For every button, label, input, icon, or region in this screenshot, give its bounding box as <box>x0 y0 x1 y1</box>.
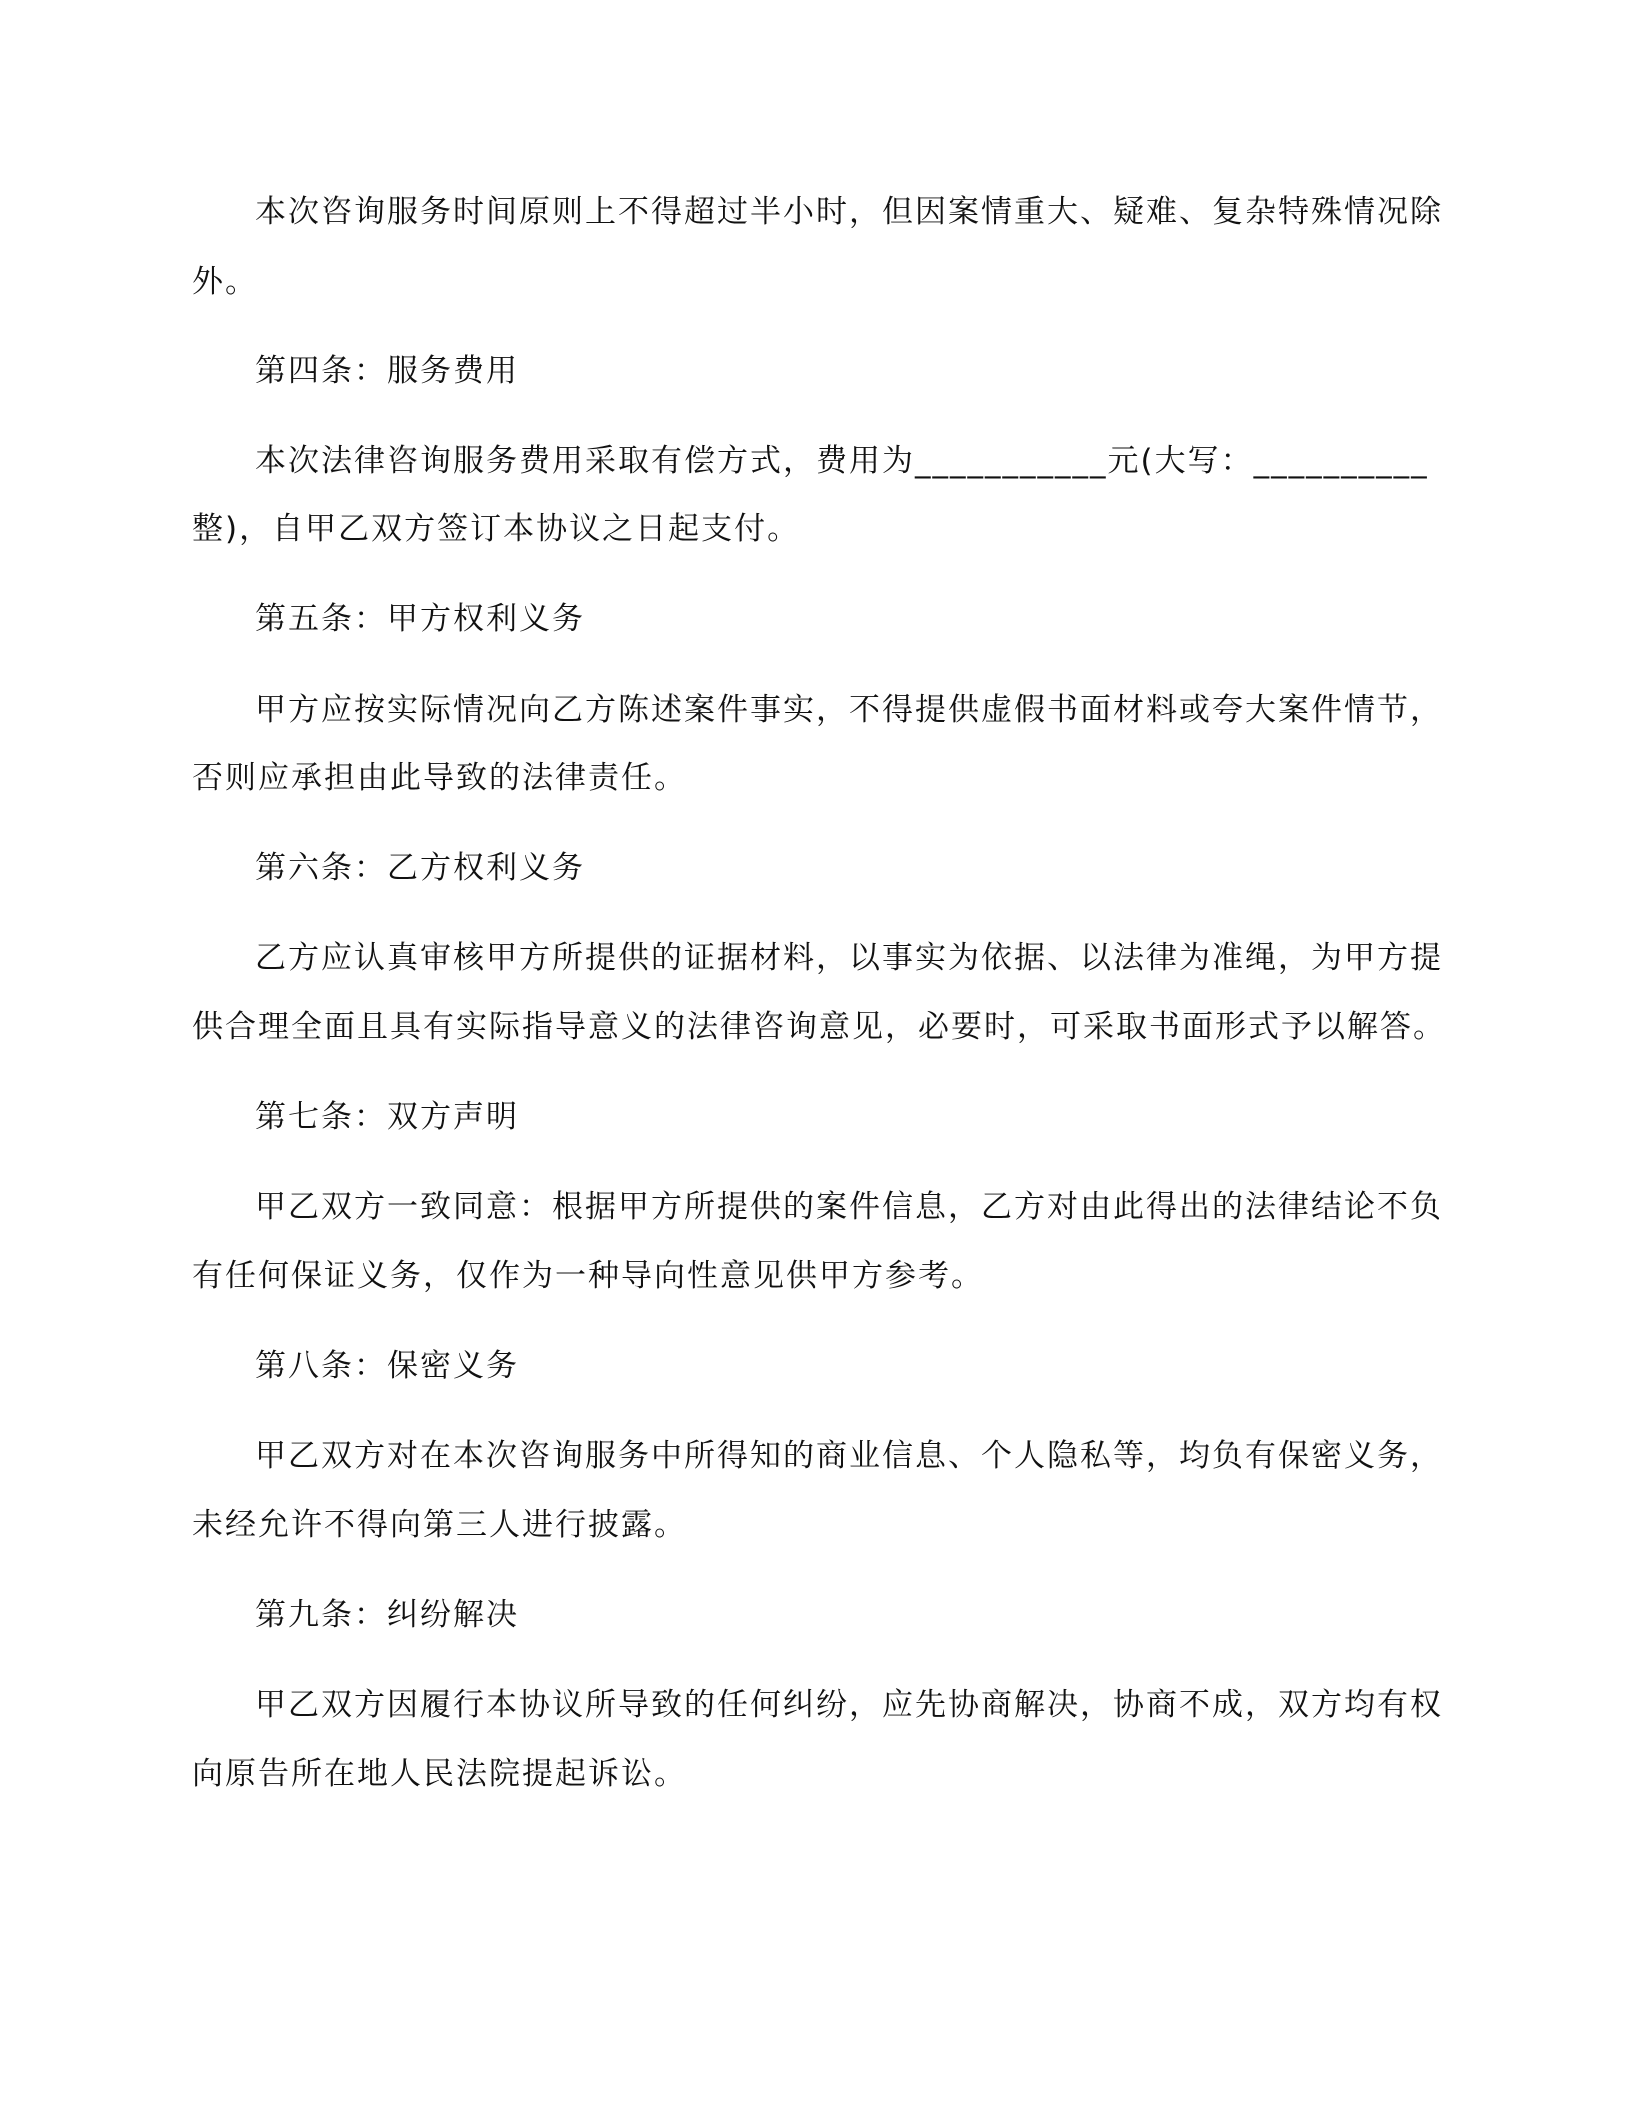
clause6-heading: 第六条：乙方权利义务 <box>255 850 585 886</box>
clause3-body-line2: 外。 <box>192 264 258 300</box>
clause3-body-line1: 本次咨询服务时间原则上不得超过半小时，但因案情重大、疑难、复杂特殊情况除 <box>255 194 1443 230</box>
clause4-heading: 第四条：服务费用 <box>255 353 519 389</box>
clause4-body-line1: 本次法律咨询服务费用采取有偿方式，费用为___________元(大写：__________ <box>255 443 1429 479</box>
clause9-body-line2: 向原告所在地人民法院提起诉讼。 <box>192 1756 687 1792</box>
clause8-body-line1: 甲乙双方对在本次咨询服务中所得知的商业信息、个人隐私等，均负有保密义务， <box>255 1438 1443 1474</box>
clause7-body-line2: 有任何保证义务，仅作为一种导向性意见供甲方参考。 <box>192 1258 984 1294</box>
clause6-body-line2: 供合理全面且具有实际指导意义的法律咨询意见，必要时，可采取书面形式予以解答。 <box>192 1009 1446 1045</box>
clause7-heading: 第七条：双方声明 <box>255 1099 519 1135</box>
clause5-heading: 第五条：甲方权利义务 <box>255 601 585 637</box>
clause5-body-line2: 否则应承担由此导致的法律责任。 <box>192 760 687 796</box>
clause4-body-line2: 整)，自甲乙双方签订本协议之日起支付。 <box>192 511 801 547</box>
clause9-body-line1: 甲乙双方因履行本协议所导致的任何纠纷，应先协商解决，协商不成，双方均有权 <box>255 1687 1443 1723</box>
clause9-heading: 第九条：纠纷解决 <box>255 1597 519 1633</box>
clause8-body-line2: 未经允许不得向第三人进行披露。 <box>192 1507 687 1543</box>
clause7-body-line1: 甲乙双方一致同意：根据甲方所提供的案件信息，乙方对由此得出的法律结论不负 <box>255 1189 1443 1225</box>
clause5-body-line1: 甲方应按实际情况向乙方陈述案件事实，不得提供虚假书面材料或夸大案件情节， <box>255 692 1443 728</box>
clause8-heading: 第八条：保密义务 <box>255 1348 519 1384</box>
clause6-body-line1: 乙方应认真审核甲方所提供的证据材料，以事实为依据、以法律为准绳，为甲方提 <box>255 940 1443 976</box>
